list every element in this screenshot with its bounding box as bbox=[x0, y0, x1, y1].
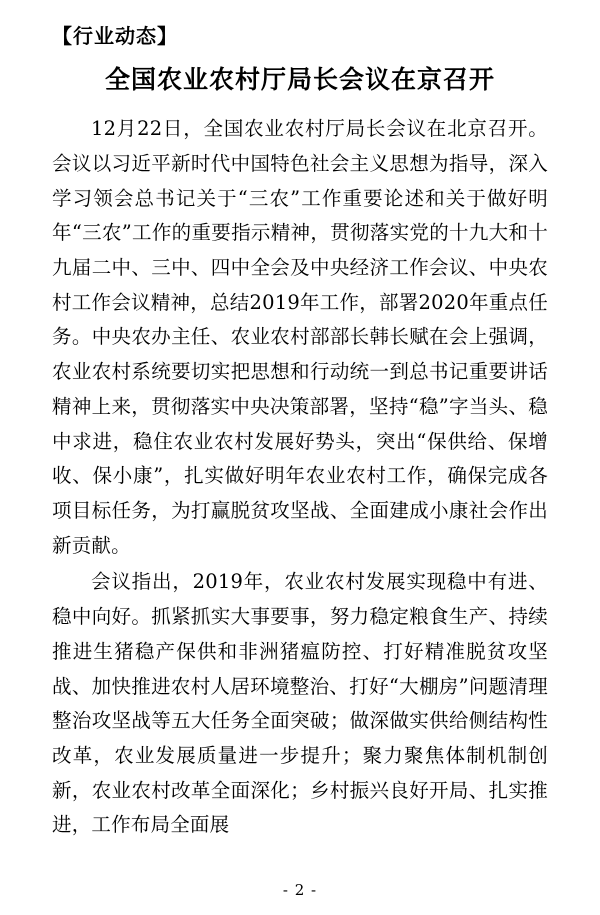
body-paragraph-1: 12月22日，全国农业农村厅局长会议在北京召开。会议以习近平新时代中国特色社会主义思想为指导，深入学习领会总书记关于“三农”工作重要论述和关于做好明年“三农”工作的重要指示精神，贯彻落实党的十九大和十九届二中、三中、四中全会及中央经济工作会议、中央农村工作会议精神，总结2019年工作，部署2020年重点任务。中央农办主任、农业农村部部长韩长赋在会上强调，农业农村系统要切实把思想和行动统一到总书记重要讲话精神上来，贯彻落实中央决策部署，坚持“稳”字当头、稳中求进，稳住农业农村发展好势头，突出“保供给、保增收、保小康”，扎实做好明年农业农村工作，确保完成各项目标任务，为打赢脱贫攻坚战、全面建成小康社会作出新贡献。 bbox=[52, 117, 548, 557]
section-tag: 【行业动态】 bbox=[52, 24, 178, 48]
page-number: - 2 - bbox=[282, 881, 318, 899]
body-paragraph-2: 会议指出，2019年，农业农村发展实现稳中有进、稳中向好。抓紧抓实大事要事，努力稳定粮食生产、持续推进生猪稳产保供和非洲猪瘟防控、打好精准脱贫攻坚战、加快推进农村人居环境整治、打好“大棚房”问题清理整治攻坚战等五大任务全面突破；做深做实供给侧结构性改革，农业发展质量进一步提升；聚力聚焦体制机制创新，农业农村改革全面深化；乡村振兴良好开局、扎实推进，工作布局全面展 bbox=[52, 570, 548, 837]
page-title: 全国农业农村厅局长会议在京召开 bbox=[104, 65, 495, 94]
